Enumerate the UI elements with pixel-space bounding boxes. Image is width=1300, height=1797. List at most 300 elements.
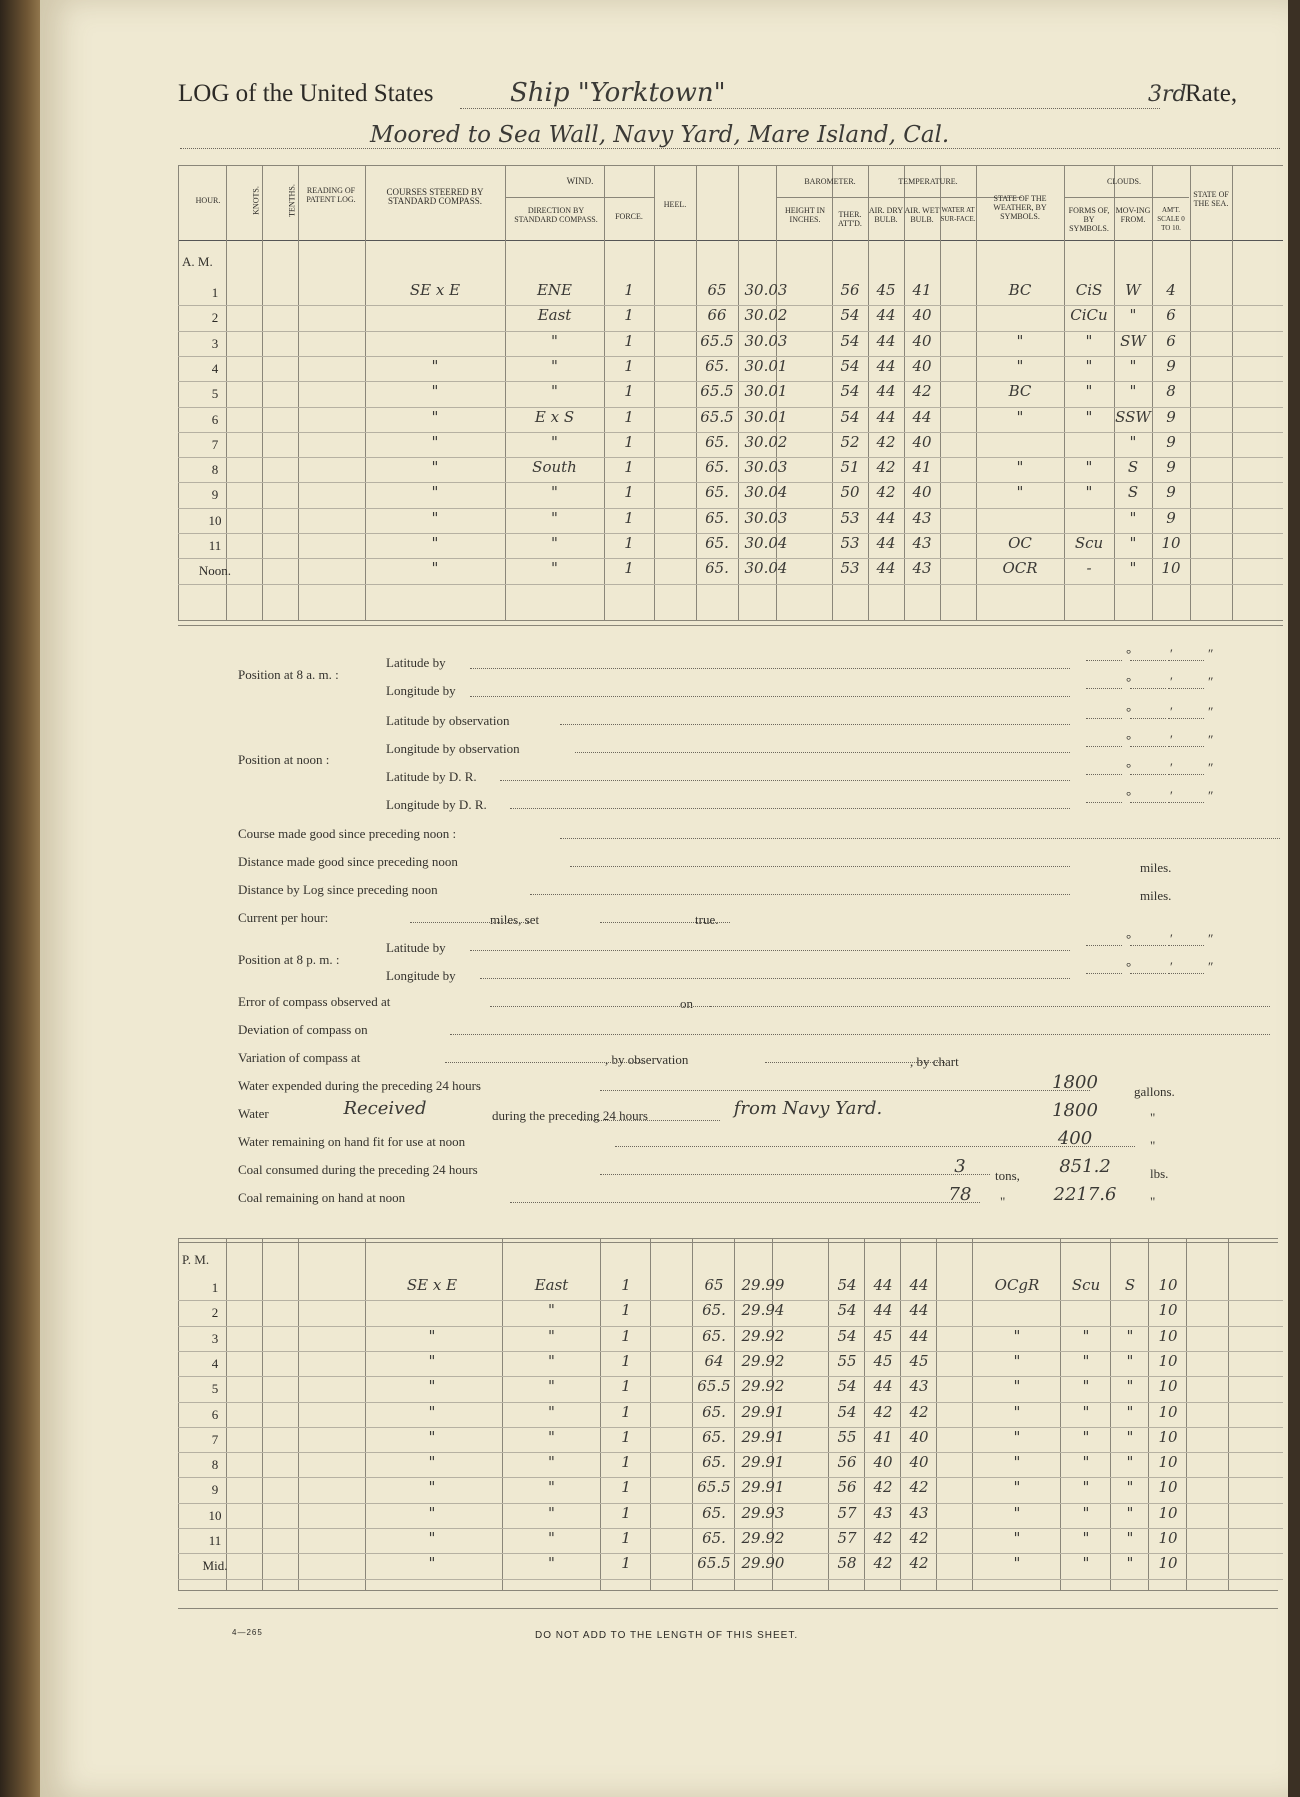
wet-cell: 40 — [909, 1453, 929, 1472]
height-cell: 30.01 — [744, 356, 788, 375]
deg-mark: ° — [1126, 760, 1132, 775]
dotted-rule — [765, 1062, 945, 1063]
moving-cell: " — [1126, 1478, 1134, 1497]
pos-noon-lat-dr: Latitude by D. R. — [386, 769, 477, 784]
min-mark: ′ — [1170, 959, 1173, 974]
header-height: HEIGHT IN INCHES. — [784, 206, 826, 224]
am-col-line — [1190, 165, 1191, 620]
deg-rule — [1130, 973, 1166, 974]
hour-cell: 4 — [211, 360, 219, 376]
wet-cell: 44 — [912, 407, 932, 426]
force-cell: 1 — [621, 1402, 631, 1421]
sec-mark: ″ — [1208, 959, 1214, 974]
dir-cell: " — [548, 1478, 555, 1497]
ther-cell: 54 — [840, 331, 860, 350]
amount-cell: 10 — [1158, 1301, 1178, 1320]
header-wind: WIND. — [566, 176, 594, 186]
dry-cell: 43 — [873, 1503, 893, 1522]
dry-cell: 44 — [876, 306, 896, 325]
dry-cell: 44 — [876, 356, 896, 375]
wet-cell: 43 — [909, 1377, 929, 1396]
deg-rule — [1086, 945, 1122, 946]
form-number: 4—265 — [232, 1628, 263, 1637]
unk-cell: 65.5 — [697, 1377, 731, 1396]
wet-cell: 43 — [909, 1503, 929, 1522]
dotted-rule — [410, 922, 530, 923]
dir-cell: " — [548, 1402, 555, 1421]
dry-cell: 44 — [876, 382, 896, 401]
dry-cell: 44 — [876, 331, 896, 350]
pm-table-bottom — [178, 1590, 1278, 1591]
hour-cell: 9 — [211, 487, 219, 503]
am-label: A. M. — [182, 254, 213, 269]
deg-rule — [1086, 774, 1122, 775]
pos-noon-lon-dr: Longitude by D. R. — [386, 797, 487, 812]
course-cell: " — [431, 356, 439, 375]
height-cell: 29.94 — [741, 1301, 785, 1320]
unk-cell: 65. — [702, 1529, 726, 1547]
am-header-bottom — [178, 240, 1283, 241]
forms-cell: " — [1082, 1453, 1090, 1472]
deg-rule — [1168, 945, 1204, 946]
amount-cell: 10 — [1158, 1554, 1178, 1573]
water-received-word: Received — [343, 1098, 427, 1119]
dotted-rule — [490, 1006, 720, 1007]
wet-cell: 40 — [912, 356, 932, 375]
weather-cell: BC — [1008, 382, 1032, 401]
ther-cell: 53 — [840, 508, 860, 527]
title-rule — [460, 108, 1160, 109]
coal-remaining-label: Coal remaining on hand at noon — [238, 1190, 406, 1205]
ther-cell: 52 — [840, 432, 860, 451]
dotted-rule — [445, 1062, 645, 1063]
deg-rule — [1086, 746, 1122, 747]
amount-cell: 10 — [1158, 1453, 1178, 1472]
hour-cell: 7 — [211, 436, 219, 452]
dry-cell: 42 — [873, 1478, 893, 1497]
amount-cell: 10 — [1158, 1478, 1178, 1497]
moving-cell: " — [1126, 1402, 1134, 1421]
moving-cell: SW — [1120, 331, 1146, 350]
min-mark: ′ — [1170, 646, 1173, 661]
ther-cell: 53 — [840, 559, 860, 578]
deg-rule — [1168, 660, 1204, 661]
deg-mark: ° — [1126, 959, 1132, 974]
moving-cell: " — [1129, 306, 1137, 325]
dir-cell: " — [548, 1554, 555, 1573]
amount-cell: 10 — [1161, 559, 1181, 578]
course-cell: " — [428, 1529, 436, 1547]
wet-cell: 40 — [912, 306, 932, 325]
header-tenths: TENTHS. — [287, 184, 297, 217]
dotted-rule — [560, 838, 1280, 839]
dotted-rule — [480, 978, 1070, 979]
ship-name: Ship "Yorktown" — [510, 78, 726, 108]
dry-cell: 40 — [873, 1453, 893, 1472]
pos-noon-label: Position at noon : — [238, 752, 330, 767]
amount-cell: 9 — [1166, 432, 1176, 451]
deg-rule — [1086, 660, 1122, 661]
amount-cell: 10 — [1158, 1402, 1178, 1421]
course-cell: " — [431, 407, 439, 426]
pm-col-line — [298, 1238, 299, 1590]
ditto-1: " — [1150, 1110, 1156, 1125]
min-mark: ′ — [1170, 931, 1173, 946]
sec-mark: ″ — [1208, 704, 1214, 719]
pos-8pm-lon: Longitude by — [386, 968, 456, 983]
dir-cell: South — [532, 458, 577, 477]
amount-cell: 9 — [1166, 458, 1176, 477]
dotted-rule — [510, 1202, 980, 1203]
amount-cell: 10 — [1158, 1276, 1178, 1294]
miles-2: miles. — [1140, 888, 1172, 903]
water-label: Water — [238, 1106, 269, 1121]
course-cell: " — [431, 382, 439, 401]
course-made-label: Course made good since preceding noon : — [238, 826, 457, 841]
moving-cell: " — [1129, 382, 1137, 401]
header-barometer: BAROMETER. — [804, 177, 856, 186]
height-cell: 29.93 — [741, 1503, 785, 1522]
ditto-3: " — [1000, 1194, 1006, 1209]
forms-cell: " — [1085, 382, 1093, 401]
dotted-rule — [470, 696, 1070, 697]
course-cell: " — [428, 1326, 436, 1345]
weather-cell: " — [1013, 1453, 1021, 1472]
force-cell: 1 — [621, 1453, 631, 1472]
wet-cell: 40 — [909, 1427, 929, 1446]
weather-cell: " — [1016, 483, 1024, 502]
unk-cell: 65.5 — [697, 1554, 731, 1573]
unk-cell: 65. — [705, 356, 729, 375]
force-cell: 1 — [624, 432, 634, 451]
forms-cell: CiCu — [1070, 306, 1108, 325]
moving-cell: " — [1126, 1554, 1134, 1573]
dir-cell: " — [551, 331, 558, 350]
ther-cell: 54 — [840, 382, 860, 401]
weather-cell: " — [1013, 1554, 1021, 1573]
course-cell: " — [431, 508, 439, 527]
moving-cell: " — [1126, 1351, 1134, 1370]
forms-cell: " — [1082, 1402, 1090, 1421]
min-mark: ′ — [1170, 760, 1173, 775]
water-expended-label: Water expended during the preceding 24 hours — [238, 1078, 481, 1093]
forms-cell: " — [1082, 1326, 1090, 1345]
header-force: FORCE. — [615, 212, 643, 221]
dotted-rule — [600, 1174, 990, 1175]
amount-cell: 10 — [1161, 534, 1181, 552]
height-cell: 29.91 — [741, 1453, 785, 1472]
unk-cell: 65. — [705, 458, 729, 477]
hour-cell: 11 — [208, 1533, 222, 1548]
dotted-rule — [615, 1146, 1135, 1147]
hour-cell: Mid. — [202, 1558, 228, 1574]
dotted-rule — [510, 808, 1070, 809]
dry-cell: 42 — [876, 458, 896, 477]
location-rule — [180, 148, 1280, 149]
unk-cell: 65. — [702, 1301, 726, 1320]
header-temperature: TEMPERATURE. — [898, 177, 958, 186]
pos-noon-lon-obs: Longitude by observation — [386, 741, 520, 756]
clouds-divider — [1064, 197, 1189, 198]
height-cell: 29.91 — [741, 1478, 785, 1497]
dotted-rule — [470, 668, 1070, 669]
am-table-bottom — [178, 620, 1283, 621]
moving-cell: S — [1127, 483, 1139, 502]
distance-made-label: Distance made good since preceding noon — [238, 854, 458, 869]
pm-col-line — [1228, 1238, 1229, 1590]
water-remaining-value: 400 — [1057, 1128, 1093, 1149]
moving-cell: " — [1126, 1529, 1134, 1547]
dry-cell: 42 — [873, 1402, 893, 1421]
force-cell: 1 — [621, 1427, 631, 1446]
dotted-rule — [560, 724, 1070, 725]
min-mark: ′ — [1170, 788, 1173, 803]
moving-cell: " — [1129, 356, 1137, 375]
amount-cell: 4 — [1166, 281, 1176, 299]
dotted-rule — [470, 950, 1070, 951]
unk-cell: 65. — [702, 1402, 726, 1421]
force-cell: 1 — [621, 1377, 631, 1396]
header-heel: HEEL. — [663, 200, 687, 209]
course-cell: " — [428, 1503, 436, 1522]
miles-1: miles. — [1140, 860, 1172, 875]
force-cell: 1 — [621, 1351, 631, 1370]
wet-cell: 41 — [912, 281, 932, 299]
course-cell: SE x E — [406, 1276, 458, 1294]
amount-cell: 6 — [1166, 306, 1176, 325]
water-source: from Navy Yard. — [733, 1098, 883, 1119]
deg-rule — [1130, 718, 1166, 719]
deg-rule — [1086, 973, 1122, 974]
pm-col-line — [178, 1238, 179, 1590]
hour-cell: 10 — [208, 512, 222, 528]
dir-cell: " — [548, 1529, 555, 1547]
dir-cell: " — [551, 559, 558, 578]
amount-cell: 10 — [1158, 1427, 1178, 1446]
coal-consumed-tons: 3 — [954, 1156, 966, 1177]
amount-cell: 9 — [1166, 508, 1176, 527]
forms-cell: " — [1085, 458, 1093, 477]
forms-cell: " — [1082, 1554, 1090, 1573]
wind-divider — [505, 197, 655, 198]
moving-cell: " — [1126, 1377, 1134, 1396]
rate-value: 3rd — [1148, 82, 1187, 107]
dir-cell: " — [551, 356, 558, 375]
unk-cell: 65. — [702, 1503, 726, 1522]
amount-cell: 10 — [1158, 1529, 1178, 1547]
log-page — [40, 0, 1288, 1797]
force-cell: 1 — [621, 1301, 631, 1320]
dir-cell: East — [537, 306, 572, 325]
deg-rule — [1130, 774, 1166, 775]
ther-cell: 54 — [837, 1377, 857, 1396]
unk-cell: 65. — [705, 559, 729, 578]
dir-cell: " — [548, 1377, 555, 1396]
header-courses: COURSES STEERED BY STANDARD COMPASS. — [386, 187, 484, 206]
sec-mark: ″ — [1208, 760, 1214, 775]
deg-rule — [1086, 802, 1122, 803]
course-cell: " — [428, 1402, 436, 1421]
min-mark: ′ — [1170, 674, 1173, 689]
weather-cell: " — [1013, 1503, 1021, 1522]
coal-remaining-lbs: 2217.6 — [1053, 1184, 1117, 1205]
hour-cell: 5 — [211, 386, 219, 402]
forms-cell: " — [1082, 1529, 1090, 1547]
ther-cell: 55 — [837, 1351, 857, 1370]
weather-cell: " — [1013, 1427, 1021, 1446]
moving-cell: " — [1129, 432, 1137, 451]
ther-cell: 54 — [837, 1276, 857, 1294]
ther-cell: 54 — [837, 1326, 857, 1345]
dotted-rule — [710, 1006, 1270, 1007]
amount-cell: 9 — [1166, 407, 1176, 426]
height-cell: 29.91 — [741, 1427, 785, 1446]
unk-cell: 65. — [702, 1326, 726, 1345]
amount-cell: 10 — [1158, 1326, 1178, 1345]
dir-cell: " — [548, 1503, 555, 1522]
dry-cell: 44 — [876, 407, 896, 426]
dry-cell: 41 — [873, 1427, 893, 1446]
force-cell: 1 — [624, 534, 634, 552]
header-water: WATER AT SUR-FACE. — [940, 206, 976, 223]
pos-8am-lon: Longitude by — [386, 683, 456, 698]
forms-cell: CiS — [1075, 281, 1103, 299]
dry-cell: 45 — [876, 281, 896, 299]
dry-cell: 42 — [873, 1529, 893, 1547]
coal-remaining-tons: 78 — [948, 1184, 972, 1205]
force-cell: 1 — [624, 559, 634, 578]
header-hour: HOUR. — [195, 196, 221, 205]
ther-cell: 56 — [837, 1453, 857, 1472]
title-prefix: LOG of the United States — [178, 80, 434, 107]
wet-cell: 40 — [912, 432, 932, 451]
height-cell: 30.03 — [744, 331, 788, 350]
row-rule — [178, 584, 1283, 585]
pm-table-bottom-2 — [178, 1608, 1278, 1609]
weather-cell: BC — [1008, 281, 1032, 299]
dotted-rule — [570, 866, 1070, 867]
dry-cell: 44 — [873, 1301, 893, 1320]
deg-rule — [1168, 802, 1204, 803]
coal-consumed-label: Coal consumed during the preceding 24 hours — [238, 1162, 478, 1177]
ditto-4: " — [1150, 1194, 1156, 1209]
moving-cell: " — [1129, 559, 1137, 578]
course-cell: " — [428, 1554, 436, 1573]
weather-cell: " — [1016, 356, 1024, 375]
course-cell: " — [428, 1427, 436, 1446]
dir-cell: " — [548, 1453, 555, 1472]
forms-cell: " — [1085, 407, 1093, 426]
wet-cell: 44 — [909, 1326, 929, 1345]
height-cell: 29.99 — [741, 1276, 785, 1294]
deg-rule — [1130, 746, 1166, 747]
dotted-rule — [450, 1034, 1270, 1035]
sec-mark: ″ — [1208, 674, 1214, 689]
min-mark: ′ — [1170, 732, 1173, 747]
dry-cell: 44 — [873, 1276, 893, 1294]
ther-cell: 55 — [837, 1427, 857, 1446]
wet-cell: 42 — [909, 1529, 929, 1547]
forms-cell: " — [1082, 1427, 1090, 1446]
amount-cell: 10 — [1158, 1377, 1178, 1396]
deg-mark: ° — [1126, 674, 1132, 689]
hour-cell: 6 — [211, 1406, 219, 1422]
tons-label: tons, — [995, 1168, 1020, 1183]
water-received-value: 1800 — [1052, 1100, 1098, 1121]
on-label: on — [680, 996, 693, 1011]
wet-cell: 42 — [909, 1402, 929, 1421]
hour-cell: 10 — [208, 1507, 222, 1523]
dry-cell: 45 — [873, 1326, 893, 1345]
hour-cell: 4 — [211, 1355, 219, 1371]
header-weather: STATE OF THE WEATHER, BY SYMBOLS. — [993, 194, 1047, 221]
unk-cell: 65. — [705, 534, 729, 552]
hour-cell: 8 — [211, 1457, 219, 1473]
pos-8pm-label: Position at 8 p. m. : — [238, 952, 340, 967]
hour-cell: 3 — [211, 1330, 219, 1346]
course-cell: " — [431, 559, 439, 578]
height-cell: 30.03 — [744, 508, 788, 527]
sec-mark: ″ — [1208, 646, 1214, 661]
dir-cell: " — [551, 534, 558, 552]
weather-cell: " — [1013, 1377, 1021, 1396]
sec-mark: ″ — [1208, 788, 1214, 803]
rate-label: Rate, — [1185, 80, 1238, 107]
deg-rule — [1130, 688, 1166, 689]
force-cell: 1 — [624, 508, 634, 527]
ther-cell: 54 — [840, 407, 860, 426]
force-cell: 1 — [624, 281, 634, 299]
hour-cell: 9 — [211, 1482, 219, 1498]
height-cell: 30.04 — [744, 483, 788, 502]
length-notice: DO NOT ADD TO THE LENGTH OF THIS SHEET. — [535, 1630, 799, 1641]
variation-label: Variation of compass at — [238, 1050, 361, 1065]
height-cell: 29.92 — [741, 1377, 785, 1396]
unk-cell: 65. — [705, 432, 729, 451]
wet-cell: 42 — [912, 382, 932, 401]
moving-cell: " — [1126, 1427, 1134, 1446]
forms-cell: " — [1085, 483, 1093, 502]
dir-cell: ENE — [536, 281, 573, 299]
header-moving: MOV-ING FROM. — [1115, 206, 1151, 224]
ther-cell: 51 — [840, 458, 860, 477]
dry-cell: 44 — [873, 1377, 893, 1396]
ther-cell: 54 — [837, 1301, 857, 1320]
header-ther: THER. ATT'D. — [838, 210, 862, 228]
deg-mark: ° — [1126, 788, 1132, 803]
deviation-label: Deviation of compass on — [238, 1022, 368, 1037]
ther-cell: 50 — [840, 483, 860, 502]
deg-rule — [1168, 688, 1204, 689]
forms-cell: " — [1085, 331, 1093, 350]
deg-mark: ° — [1126, 931, 1132, 946]
dir-cell: " — [551, 508, 558, 527]
course-cell: " — [428, 1453, 436, 1472]
forms-cell: " — [1082, 1503, 1090, 1522]
height-cell: 30.01 — [744, 407, 788, 426]
height-cell: 29.92 — [741, 1326, 785, 1345]
ther-cell: 54 — [840, 356, 860, 375]
course-cell: SE x E — [409, 281, 461, 299]
ther-cell: 58 — [837, 1554, 857, 1573]
unk-cell: 65.5 — [700, 331, 734, 350]
weather-cell: " — [1013, 1529, 1021, 1547]
force-cell: 1 — [624, 407, 634, 426]
hour-cell: 8 — [211, 462, 219, 478]
dry-cell: 42 — [876, 432, 896, 451]
force-cell: 1 — [624, 331, 634, 350]
header-forms: FORMS OF, BY SYMBOLS. — [1068, 206, 1110, 233]
